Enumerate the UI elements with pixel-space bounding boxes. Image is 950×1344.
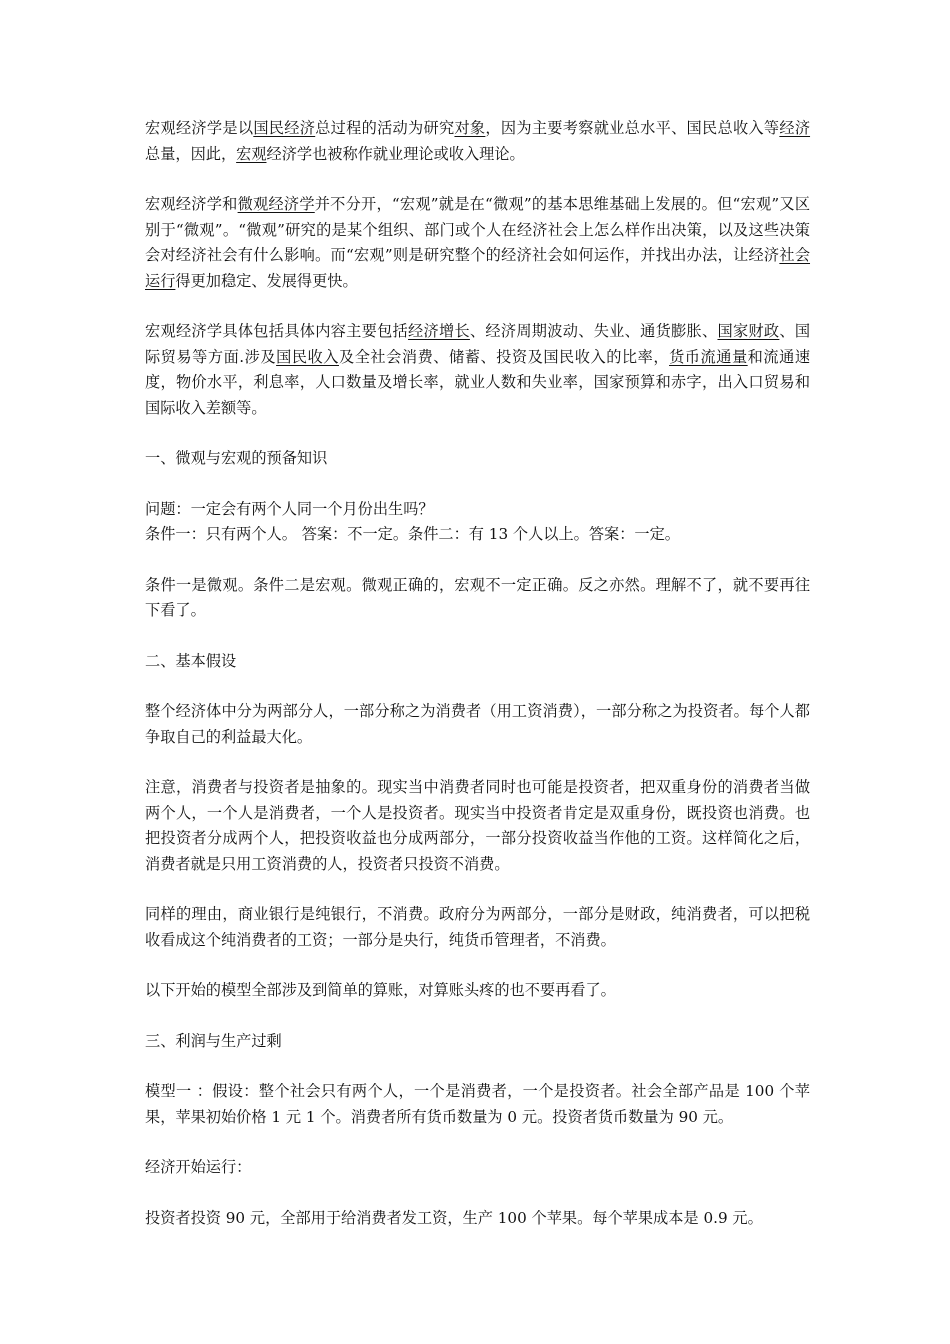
paragraph-warning: 以下开始的模型全部涉及到简单的算账，对算账头疼的也不要再看了。 <box>145 981 616 999</box>
paragraph-micro-macro <box>145 192 810 294</box>
link-national-income[interactable]: 国民收入 <box>276 347 339 366</box>
paragraph-abstraction: 注意，消费者与投资者是抽象的。现实当中消费者同时也可能是投资者，把双重身份的消费者当做两个人，一个人是消费者，一个人是投资者。现实当中投资者肯定是双重身份，既投资也消费。也把投资者分成两个人，把投资收益也分成两部分，一部分投资收益当作他的工资。这样简化之后，消费者就是只用工资消费的人，投资者只投资不消费。 <box>145 778 810 873</box>
link-money-supply[interactable]: 货币流通量 <box>669 347 748 366</box>
text: 得更加稳定、发展得更快。 <box>175 271 358 290</box>
section-heading-1: 一、微观与宏观的预备知识 <box>145 449 328 467</box>
link-economy[interactable]: 经济 <box>779 119 811 137</box>
link-social-operation[interactable]: 社会运行 <box>145 246 811 290</box>
text: 宏观经济学和 <box>145 195 238 213</box>
text: 、经济周期波动、失业、通货膨胀、 <box>469 322 718 340</box>
text: 并不分开，“宏观”就是在“微观”的基本思维基础上发展的。但“宏观”又区别于“微观”。“微观”研究的是某个组织、部门或个人在经济社会上怎么样作出决策，以及这些决策会对经济社会有什么影响。而“宏观”则是研究整个的经济社会如何运作，并找出办法，让经济 <box>145 195 811 264</box>
link-object[interactable]: 对象 <box>454 119 486 137</box>
document-page <box>145 116 810 1256</box>
text: 、国际贸易等方面.涉及 <box>145 322 811 366</box>
section-heading-2: 二、基本假设 <box>145 651 237 670</box>
link-national-economy[interactable]: 国民经济 <box>253 119 316 137</box>
paragraph-scope <box>145 319 810 421</box>
paragraph-economy-start: 经济开始运行： <box>145 1158 252 1176</box>
text: 总过程的活动为研究 <box>315 119 455 137</box>
link-macro[interactable]: 宏观 <box>236 144 267 163</box>
text: 及全社会消费、储蓄、投资及国民收入的比率， <box>338 347 670 366</box>
section-heading-3: 三、利润与生产过剩 <box>145 1031 282 1050</box>
paragraph-definition <box>145 116 810 167</box>
question-line: 问题：一定会有两个人同一个月份出生吗？ <box>145 499 434 518</box>
paragraph-assumption: 整个经济体中分为两部分人，一部分称之为消费者（用工资消费），一部分称之为投资者。每个人都争取自己的利益最大化。 <box>145 702 810 746</box>
paragraph-banks-government: 同样的理由，商业银行是纯银行，不消费。政府分为两部分，一部分是财政，纯消费者，可以把税收看成这个纯消费者的工资；一部分是央行，纯货币管理者，不消费。 <box>145 905 810 949</box>
paragraph-model-one: 模型一 ：假设：整个社会只有两个人，一个是消费者，一个是投资者。社会全部产品是 100 个苹果，苹果初始价格 1 元 1 个。消费者所有货币数量为 0 元。投资者货币数量为 90 元。 <box>145 1082 810 1126</box>
paragraph-micro-vs-macro: 条件一是微观。条件二是宏观。微观正确的，宏观不一定正确。反之亦然。理解不了，就不要再往下看了。 <box>145 575 810 619</box>
text: 总量，因此， <box>145 144 237 163</box>
link-national-finance[interactable]: 国家财政 <box>717 322 780 340</box>
text: ，因为主要考察就业总水平、国民总收入等 <box>485 119 780 137</box>
text: 和流通速度，物价水平，利息率，人口数量及增长率，就业人数和失业率，国家预算和赤字，出入口贸易和国际收入差额等。 <box>145 347 811 417</box>
text: 宏观经济学是以 <box>145 119 254 137</box>
link-economic-growth[interactable]: 经济增长 <box>408 322 470 340</box>
condition-line: 条件一：只有两个人。 答案：不一定。条件二：有 13 个人以上。答案：一定。 <box>145 525 680 543</box>
paragraph-investment: 投资者投资 90 元，全部用于给消费者发工资，生产 100 个苹果。每个苹果成本是 0.9 元。 <box>145 1208 763 1227</box>
text: 经济学也被称作就业理论或收入理论。 <box>266 144 525 163</box>
link-microeconomics[interactable]: 微观经济学 <box>237 195 315 213</box>
text: 宏观经济学具体包括具体内容主要包括 <box>145 322 409 340</box>
